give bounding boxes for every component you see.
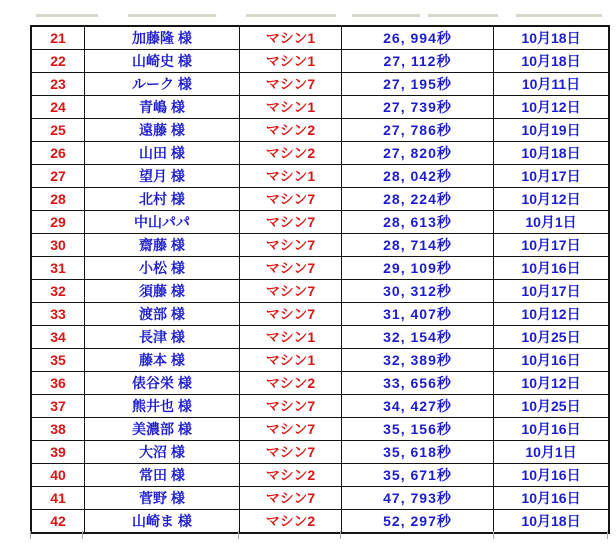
cell-time: 27, 786秒 xyxy=(342,119,494,142)
cell-time: 30, 312秒 xyxy=(342,280,494,303)
cell-machine: マシン7 xyxy=(240,73,342,96)
cell-name: 大沼 様 xyxy=(85,441,240,464)
cell-machine: マシン1 xyxy=(240,50,342,73)
table-row xyxy=(31,510,609,534)
table-row xyxy=(31,349,609,372)
table-row xyxy=(31,280,609,303)
cell-rank: 26 xyxy=(31,142,85,165)
cell-name: 長津 様 xyxy=(85,326,240,349)
table-row xyxy=(31,142,609,165)
table-row xyxy=(31,418,609,441)
cell-date: 10月1日 xyxy=(494,441,610,464)
table-row xyxy=(31,50,609,73)
cell-name: 小松 様 xyxy=(85,257,240,280)
cell-machine: マシン1 xyxy=(240,165,342,188)
cell-rank: 30 xyxy=(31,234,85,257)
cropped-gridline-stub xyxy=(340,531,341,539)
table-row xyxy=(31,395,609,418)
cell-date: 10月16日 xyxy=(494,257,610,280)
cropped-row-remnant xyxy=(516,14,602,17)
cropped-row-remnant xyxy=(246,14,336,17)
cell-date: 10月12日 xyxy=(494,372,610,395)
cell-date: 10月16日 xyxy=(494,349,610,372)
cell-machine: マシン7 xyxy=(240,441,342,464)
cell-time: 34, 427秒 xyxy=(342,395,494,418)
table-row xyxy=(31,234,609,257)
cell-rank: 24 xyxy=(31,96,85,119)
cell-machine: マシン7 xyxy=(240,211,342,234)
cell-rank: 41 xyxy=(31,487,85,510)
cell-rank: 27 xyxy=(31,165,85,188)
cell-name: 菅野 様 xyxy=(85,487,240,510)
cell-time: 28, 224秒 xyxy=(342,188,494,211)
cell-time: 35, 671秒 xyxy=(342,464,494,487)
cell-machine: マシン2 xyxy=(240,510,342,534)
cell-time: 29, 109秒 xyxy=(342,257,494,280)
cell-name: 山崎史 様 xyxy=(85,50,240,73)
cell-name: 渡部 様 xyxy=(85,303,240,326)
table-row xyxy=(31,487,609,510)
cell-machine: マシン2 xyxy=(240,464,342,487)
cell-name: 藤本 様 xyxy=(85,349,240,372)
cell-machine: マシン7 xyxy=(240,234,342,257)
cell-date: 10月12日 xyxy=(494,303,610,326)
cell-name: ルーク 様 xyxy=(85,73,240,96)
cell-date: 10月25日 xyxy=(494,395,610,418)
cell-time: 32, 154秒 xyxy=(342,326,494,349)
table-row xyxy=(31,73,609,96)
cell-machine: マシン1 xyxy=(240,26,342,50)
cell-date: 10月16日 xyxy=(494,464,610,487)
cell-rank: 40 xyxy=(31,464,85,487)
table-row xyxy=(31,26,609,50)
cell-rank: 31 xyxy=(31,257,85,280)
cell-rank: 32 xyxy=(31,280,85,303)
cell-time: 27, 739秒 xyxy=(342,96,494,119)
cell-date: 10月17日 xyxy=(494,280,610,303)
cell-time: 27, 195秒 xyxy=(342,73,494,96)
cropped-row-remnant xyxy=(352,14,420,17)
cell-time: 28, 613秒 xyxy=(342,211,494,234)
table-row xyxy=(31,188,609,211)
cell-date: 10月18日 xyxy=(494,510,610,534)
table-row xyxy=(31,257,609,280)
cell-rank: 37 xyxy=(31,395,85,418)
cell-machine: マシン2 xyxy=(240,372,342,395)
cell-name: 須藤 様 xyxy=(85,280,240,303)
cell-name: 熊井也 様 xyxy=(85,395,240,418)
cell-rank: 29 xyxy=(31,211,85,234)
cell-time: 27, 112秒 xyxy=(342,50,494,73)
cell-machine: マシン7 xyxy=(240,257,342,280)
cell-time: 28, 042秒 xyxy=(342,165,494,188)
cell-machine: マシン1 xyxy=(240,326,342,349)
cell-rank: 28 xyxy=(31,188,85,211)
cell-name: 美濃部 様 xyxy=(85,418,240,441)
cell-date: 10月17日 xyxy=(494,234,610,257)
cell-rank: 34 xyxy=(31,326,85,349)
cell-name: 常田 様 xyxy=(85,464,240,487)
cell-time: 31, 407秒 xyxy=(342,303,494,326)
cell-rank: 38 xyxy=(31,418,85,441)
cell-name: 俵谷栄 様 xyxy=(85,372,240,395)
cell-date: 10月16日 xyxy=(494,487,610,510)
cropped-row-remnant xyxy=(428,14,498,17)
cell-time: 52, 297秒 xyxy=(342,510,494,534)
table-row xyxy=(31,211,609,234)
cell-time: 27, 820秒 xyxy=(342,142,494,165)
cell-date: 10月18日 xyxy=(494,142,610,165)
cell-time: 32, 389秒 xyxy=(342,349,494,372)
cropped-gridline-stub xyxy=(30,531,31,539)
table-row xyxy=(31,372,609,395)
cell-name: 遠藤 様 xyxy=(85,119,240,142)
cell-time: 28, 714秒 xyxy=(342,234,494,257)
cell-date: 10月12日 xyxy=(494,188,610,211)
cell-name: 北村 様 xyxy=(85,188,240,211)
cell-rank: 25 xyxy=(31,119,85,142)
cell-date: 10月12日 xyxy=(494,96,610,119)
cell-date: 10月1日 xyxy=(494,211,610,234)
cell-machine: マシン1 xyxy=(240,96,342,119)
cell-name: 望月 様 xyxy=(85,165,240,188)
cell-rank: 35 xyxy=(31,349,85,372)
cell-machine: マシン7 xyxy=(240,418,342,441)
cell-machine: マシン7 xyxy=(240,487,342,510)
cell-rank: 21 xyxy=(31,26,85,50)
cell-date: 10月17日 xyxy=(494,165,610,188)
cell-time: 47, 793秒 xyxy=(342,487,494,510)
cropped-gridline-stub xyxy=(607,531,608,539)
cell-name: 中山パパ xyxy=(85,211,240,234)
cell-machine: マシン7 xyxy=(240,188,342,211)
ranking-table xyxy=(30,25,610,534)
cell-time: 33, 656秒 xyxy=(342,372,494,395)
cell-time: 35, 618秒 xyxy=(342,441,494,464)
cropped-gridline-stub xyxy=(493,531,494,539)
cropped-row-remnant xyxy=(128,14,216,17)
ranking-table-body xyxy=(31,26,609,533)
table-row xyxy=(31,464,609,487)
table-row xyxy=(31,441,609,464)
cell-time: 26, 994秒 xyxy=(342,26,494,50)
table-row xyxy=(31,96,609,119)
cell-name: 山田 様 xyxy=(85,142,240,165)
cell-machine: マシン1 xyxy=(240,349,342,372)
table-row xyxy=(31,326,609,349)
cell-date: 10月25日 xyxy=(494,326,610,349)
cell-machine: マシン2 xyxy=(240,142,342,165)
cell-rank: 42 xyxy=(31,510,85,534)
cell-date: 10月18日 xyxy=(494,50,610,73)
cropped-gridline-stub xyxy=(82,531,83,539)
cropped-row-remnant xyxy=(36,14,98,17)
cell-date: 10月18日 xyxy=(494,26,610,50)
cell-machine: マシン2 xyxy=(240,119,342,142)
cell-name: 齋藤 様 xyxy=(85,234,240,257)
cropped-gridline-stub xyxy=(238,531,239,539)
cell-machine: マシン7 xyxy=(240,303,342,326)
cell-name: 青嶋 様 xyxy=(85,96,240,119)
cell-rank: 33 xyxy=(31,303,85,326)
cell-machine: マシン7 xyxy=(240,395,342,418)
cell-name: 加藤隆 様 xyxy=(85,26,240,50)
cell-time: 35, 156秒 xyxy=(342,418,494,441)
cell-rank: 36 xyxy=(31,372,85,395)
cell-name: 山崎ま 様 xyxy=(85,510,240,534)
cell-date: 10月16日 xyxy=(494,418,610,441)
cell-rank: 22 xyxy=(31,50,85,73)
cell-rank: 23 xyxy=(31,73,85,96)
table-row xyxy=(31,119,609,142)
cell-machine: マシン7 xyxy=(240,280,342,303)
cell-date: 10月11日 xyxy=(494,73,610,96)
cell-date: 10月19日 xyxy=(494,119,610,142)
cell-rank: 39 xyxy=(31,441,85,464)
table-row xyxy=(31,165,609,188)
table-row xyxy=(31,303,609,326)
